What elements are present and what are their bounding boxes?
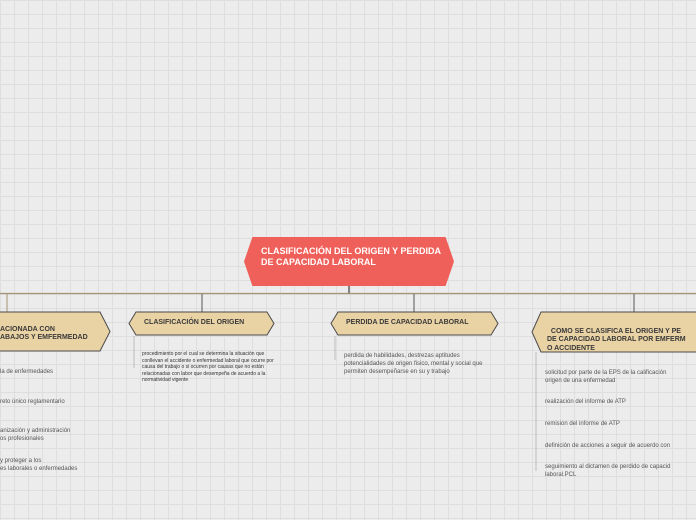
branch-2-node[interactable]: [144, 319, 244, 327]
branch-3-item-1: perdida de habilidades, destrezas aptitudes potencialidades de origen fisico, mental y social que permiten desempeñarse en su y trabajo: [344, 353, 483, 375]
branch-1-item-3: anización y administración os profesionales: [0, 428, 71, 442]
branch-4-title: COMO SE CLASIFICA EL ORIGEN Y PE DE CAPACIDAD LABORAL POR EMFERM O ACCIDENTE: [547, 327, 686, 352]
branch-1-node[interactable]: [0, 318, 100, 342]
branch-3-title: PERDIDA DE CAPACIDAD LABORAL: [346, 319, 469, 326]
branch-3-node[interactable]: [346, 319, 469, 327]
branch-1-item-4: y proteger a los es laborales o enfermedades: [0, 458, 78, 472]
branch-1-item-2: reto único reglamentario: [0, 399, 65, 405]
branch-1-title: ACIONADA CON ABAJOS Y EMFERMEDAD: [0, 326, 88, 341]
branch-4-item-1: solicitud por parte de la EPS de la calificación origen de una enfermedad: [545, 370, 667, 384]
branch-4-node[interactable]: [547, 319, 696, 353]
branch-4-item-2: realización del informe de ATP: [545, 399, 626, 405]
branch-2-title: CLASIFICACIÓN DEL ORIGEN: [144, 319, 245, 326]
branch-1-item-1: la de enfermedades: [0, 369, 54, 375]
branch-4-item-5: seguimiento al dictamen de perdido de capacid laboral.PCL: [545, 464, 671, 478]
branch-4-item-4: definición de acciones a seguir de acuerdo con: [545, 443, 671, 449]
root-title: CLASIFICACIÓN DEL ORIGEN Y PERDIDA DE CAPACIDAD LABORAL: [261, 246, 441, 267]
branch-4-item-3: remision del informe de ATP: [545, 421, 620, 427]
branch-2-item-1: procedimiento por el cual se determina la situación que conllevan el accidente o enfermedad laboral que ocurre por causa del trabajo o si ocurren por causas que no están relacionadas con labor que desempeña de acuerdo a la normatividad vigente: [142, 351, 274, 383]
